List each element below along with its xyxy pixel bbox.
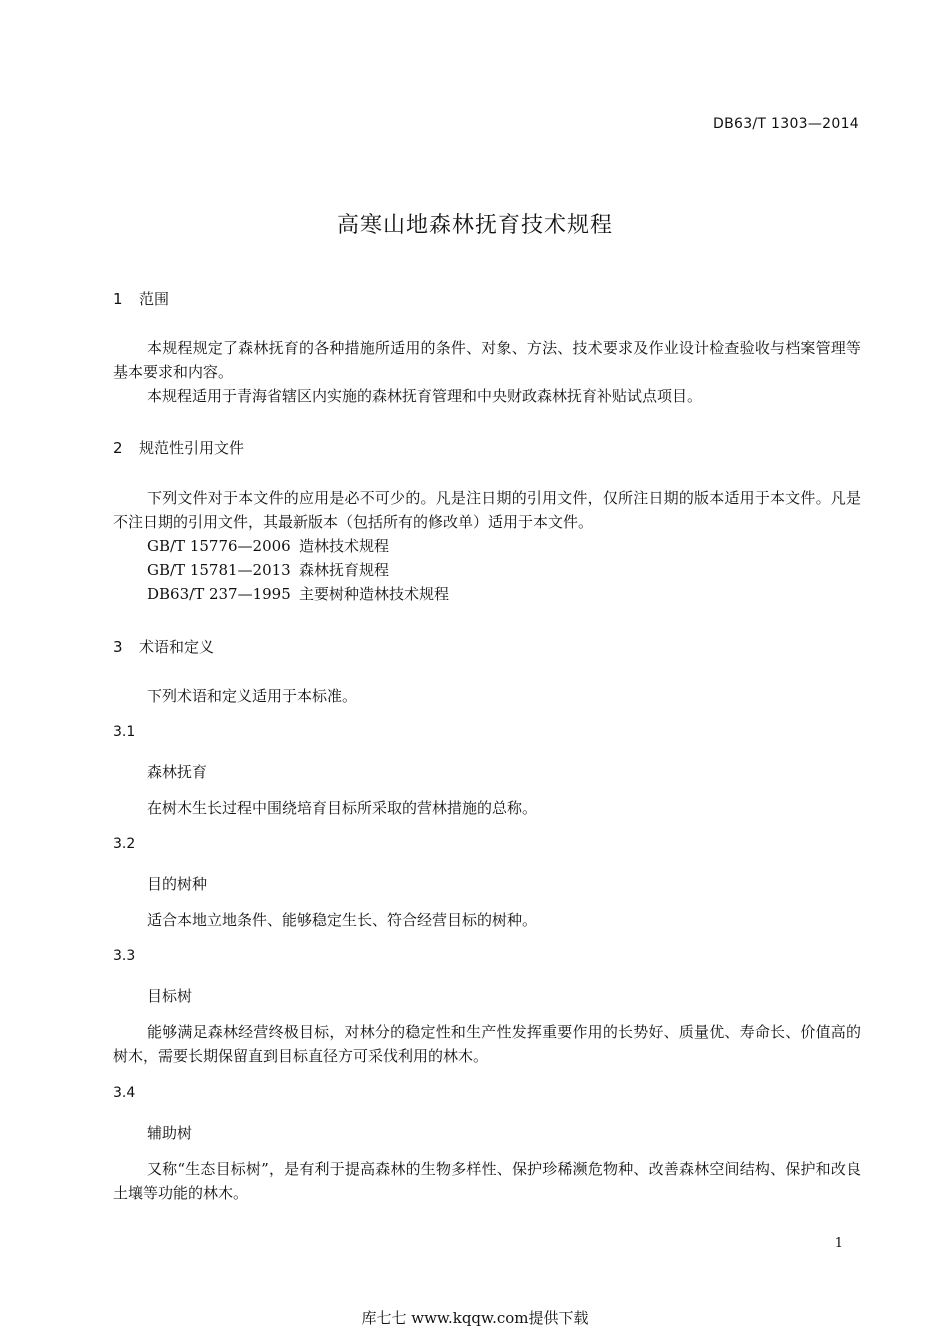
reference-item <box>147 559 389 580</box>
term-number: 3.1 <box>113 724 136 740</box>
term-definition: 在树木生长过程中围绕培育目标所采取的营林措施的总称。 <box>147 799 538 817</box>
term-title: 森林抚育 <box>147 763 208 781</box>
section-1-heading <box>113 288 169 309</box>
term-title: 辅助树 <box>147 1124 193 1142</box>
section-number: 1 <box>113 290 123 308</box>
term-definition: 能够满足森林经营终极目标，对林分的稳定性和生产性发挥重要作用的长势好、质量优、寿命长、价值高的树木，需要长期保留直到目标直径方可采伐利用的林木。 <box>113 1023 861 1065</box>
reference-item <box>147 583 449 604</box>
term-number: 3.2 <box>113 836 136 852</box>
section-3-paragraph: 下列术语和定义适用于本标准。 <box>147 687 358 705</box>
term-definition: 适合本地立地条件、能够稳定生长、符合经营目标的树种。 <box>147 911 538 929</box>
reference-name: 主要树种造林技术规程 <box>299 585 450 603</box>
section-1-paragraph-1: 本规程规定了森林抚育的各种措施所适用的条件、对象、方法、技术要求及作业设计检查验收与档案管理等基本要求和内容。 <box>113 339 861 381</box>
term-number: 3.3 <box>113 948 136 964</box>
term-definition: 又称“生态目标树”，是有利于提高森林的生物多样性、保护珍稀濒危物种、改善森林空间结构、保护和改良土壤等功能的林木。 <box>113 1160 861 1202</box>
section-number: 2 <box>113 439 123 457</box>
section-2-paragraph: 下列文件对于本文件的应用是必不可少的。凡是注日期的引用文件，仅所注日期的版本适用于本文件。凡是不注日期的引用文件，其最新版本（包括所有的修改单）适用于本文件。 <box>113 489 861 531</box>
download-footer: 库七七 www.kqqw.com提供下载 <box>361 1309 589 1327</box>
page-number: 1 <box>834 1236 843 1251</box>
section-title: 范围 <box>139 290 170 308</box>
section-number: 3 <box>113 638 123 656</box>
reference-code: GB/T 15781—2013 <box>147 561 291 579</box>
reference-item <box>147 535 389 556</box>
term-title: 目标树 <box>147 987 193 1005</box>
term-title: 目的树种 <box>147 875 208 893</box>
reference-name: 森林抚育规程 <box>299 561 390 579</box>
section-title: 规范性引用文件 <box>139 439 245 457</box>
section-2-heading <box>113 437 244 458</box>
section-3-heading <box>113 636 214 657</box>
reference-code: DB63/T 237—1995 <box>147 585 291 603</box>
reference-name: 造林技术规程 <box>299 537 390 555</box>
term-number: 3.4 <box>113 1085 136 1101</box>
section-title: 术语和定义 <box>139 638 215 656</box>
section-1-paragraph-2: 本规程适用于青海省辖区内实施的森林抚育管理和中央财政森林抚育补贴试点项目。 <box>147 387 703 405</box>
page-title: 高寒山地森林抚育技术规程 <box>336 213 613 238</box>
reference-code: GB/T 15776—2006 <box>147 537 291 555</box>
document-number: DB63/T 1303—2014 <box>713 116 859 132</box>
